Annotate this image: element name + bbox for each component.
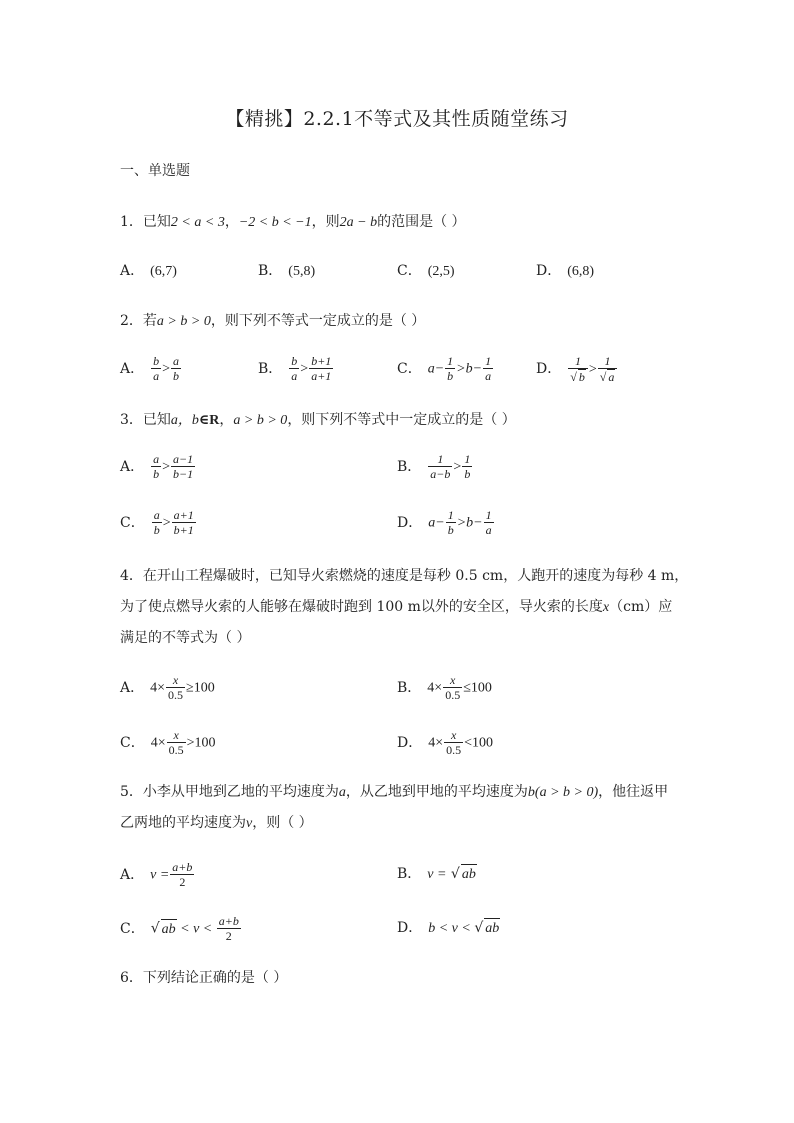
stem-text: ，则下列不等式一定成立的是（ ） [210, 313, 426, 329]
option-label: C． [120, 734, 145, 751]
sqrt-symbol: √ [474, 920, 484, 936]
fraction: $\frac{a}{b}$ [153, 508, 160, 537]
fraction: $\frac{1}{a-b}$ [430, 452, 451, 481]
option-label: C． [397, 360, 422, 377]
stem-text: 若 [142, 313, 157, 329]
math-set: ∈R [198, 413, 220, 428]
option-label: C． [397, 263, 422, 279]
question-3-stem [120, 410, 516, 431]
option-c [120, 508, 197, 537]
option-label: D． [397, 920, 423, 936]
option-label: D． [536, 361, 562, 377]
math-vars: a，b [170, 413, 199, 428]
math-condition: 2 < a < 3 [170, 215, 225, 230]
question-5-stem-line2 [120, 813, 313, 834]
math-text: v = [427, 867, 447, 882]
fraction: $\frac{1}{b}$ [464, 452, 471, 481]
option-b [258, 354, 334, 383]
option-label: D． [397, 734, 423, 751]
option-label: A． [120, 458, 145, 475]
option-label: A． [120, 263, 145, 279]
stem-text: 为了使点燃导火索的人能够在爆破时跑到 100 m以外的安全区，导火索的长度 [120, 599, 603, 615]
option-label: A． [120, 866, 145, 883]
operator: > [162, 459, 171, 475]
math-var: v [246, 816, 253, 831]
math-expression: 2a − b [339, 215, 378, 230]
question-1-stem [120, 212, 466, 233]
fraction: $\frac{a}{b}$ [173, 354, 180, 383]
option-a [120, 261, 177, 282]
math-text: b < v < [428, 921, 475, 936]
option-a [120, 354, 182, 383]
option-d [536, 354, 618, 384]
option-value: (6,8) [567, 264, 595, 279]
stem-text: ， [219, 412, 234, 428]
option-value: (5,8) [288, 264, 316, 279]
option-value: (6,7) [150, 264, 177, 279]
math-text: a− [427, 361, 445, 377]
fraction: $\frac{1}{√ b}$ [568, 354, 588, 384]
option-label: B． [258, 360, 283, 377]
stem-text: ， [224, 214, 239, 230]
stem-text: 乙两地的平均速度为 [120, 815, 246, 831]
fraction: $\frac{1}{b}$ [447, 508, 454, 537]
option-c [397, 354, 494, 383]
option-b [397, 673, 492, 702]
fraction: $\frac{b+1}{a+1}$ [311, 354, 332, 383]
operator: > [453, 459, 462, 475]
stem-text: ，则 [311, 214, 340, 230]
option-a [120, 673, 215, 702]
fraction: $\frac{a+1}{b+1}$ [173, 508, 194, 537]
operator: > [300, 361, 309, 377]
question-number: 5． [120, 784, 143, 800]
math-text: v = [150, 867, 170, 883]
fraction: $\frac{x}{0.5}$ [168, 728, 184, 757]
fraction: $\frac{a+b}{2}$ [172, 860, 193, 889]
fraction: $\frac{1}{a}$ [485, 354, 492, 383]
fraction: $\frac{a+b}{2}$ [218, 914, 239, 943]
fraction: $\frac{a}{b}$ [153, 452, 160, 481]
sqrt-symbol: √ [450, 866, 460, 882]
option-b [397, 452, 473, 481]
fraction: $\frac{b}{a}$ [153, 354, 160, 383]
page-title: 【精挑】2.2.1不等式及其性质随堂练习 [225, 108, 569, 130]
stem-text: 的范围是（ ） [377, 214, 466, 230]
math-var: a [338, 785, 346, 800]
stem-text: 下列结论正确的是（ ） [142, 970, 288, 986]
option-label: B． [397, 866, 422, 882]
option-a [120, 452, 196, 481]
option-label: B． [397, 679, 422, 696]
fraction: $\frac{x}{0.5}$ [446, 728, 462, 757]
sqrt-radicand: ab [484, 918, 500, 939]
question-6-stem [120, 968, 287, 988]
fraction: $\frac{a-1}{b-1}$ [173, 452, 194, 481]
question-4-stem-line1 [120, 566, 688, 586]
stem-text: 已知 [142, 214, 171, 230]
option-b [258, 261, 315, 282]
math-text: < v < [176, 921, 216, 937]
option-b [397, 864, 477, 885]
operator: ≤100 [463, 680, 492, 696]
question-4-stem-line3: 满足的不等式为（ ） [120, 630, 251, 646]
math-text: >b− [456, 515, 483, 531]
fraction: $\frac{1}{√ a}$ [598, 354, 618, 384]
math-condition: a > b > 0 [233, 413, 288, 428]
section-heading: 一、单选题 [120, 163, 190, 179]
fraction: $\frac{x}{0.5}$ [168, 673, 184, 702]
math-text: 4× [150, 680, 166, 696]
stem-text: ，则下列不等式中一定成立的是（ ） [287, 412, 516, 428]
stem-text: 在开山工程爆破时，已知导火索燃烧的速度是每秒 0.5 cm，人跑开的速度为每秒 4 m， [142, 568, 689, 584]
stem-text: 小李从甲地到乙地的平均速度为 [142, 784, 339, 800]
option-label: C． [120, 920, 145, 937]
question-number: 1． [120, 214, 143, 230]
math-condition: a > b > 0 [156, 314, 211, 329]
operator: >100 [186, 735, 216, 751]
sqrt-symbol: √ [150, 920, 160, 937]
fraction: $\frac{x}{0.5}$ [445, 673, 461, 702]
option-c [120, 728, 216, 757]
option-a [120, 860, 195, 889]
option-c [397, 261, 455, 282]
math-text: 4× [428, 735, 444, 751]
option-d [397, 508, 495, 537]
question-number: 3． [120, 412, 143, 428]
stem-text: ，他往返甲 [598, 784, 669, 800]
operator: > [162, 515, 171, 531]
operator: > [588, 362, 597, 377]
math-condition: b(a > b > 0) [527, 785, 599, 800]
option-label: A． [120, 679, 145, 696]
question-2-stem [120, 311, 425, 332]
question-number: 4． [120, 568, 143, 584]
question-number: 2． [120, 313, 143, 329]
question-5-stem-line1 [120, 782, 668, 803]
option-c [120, 914, 242, 943]
option-value: (2,5) [427, 264, 455, 279]
option-label: D． [397, 514, 423, 531]
option-label: D． [536, 263, 562, 279]
question-4-stem-line2 [120, 597, 672, 618]
option-d [397, 918, 500, 939]
operator: ≥100 [186, 680, 215, 696]
fraction: $\frac{1}{a}$ [485, 508, 492, 537]
math-var: x [602, 600, 610, 615]
option-label: B． [258, 263, 283, 279]
option-d [536, 261, 594, 282]
operator: <100 [464, 735, 494, 751]
math-text: 4× [427, 680, 443, 696]
option-label: B． [397, 458, 422, 475]
math-text: 4× [150, 735, 166, 751]
question-number: 6． [120, 970, 143, 986]
option-label: C． [120, 514, 145, 531]
sqrt-radicand: ab [461, 864, 477, 885]
stem-text: ，从乙地到甲地的平均速度为 [345, 784, 528, 800]
stem-text: （cm）应 [609, 599, 673, 615]
math-text: >b− [456, 361, 483, 377]
stem-text: ，则（ ） [252, 815, 313, 831]
stem-text: 已知 [142, 412, 171, 428]
math-text: a− [428, 515, 445, 531]
fraction: $\frac{b}{a}$ [291, 354, 298, 383]
math-condition: −2 < b < −1 [238, 215, 312, 230]
operator: > [162, 361, 171, 377]
fraction: $\frac{1}{b}$ [447, 354, 454, 383]
option-d [397, 728, 493, 757]
sqrt-radicand: ab [161, 919, 177, 940]
option-label: A． [120, 360, 145, 377]
